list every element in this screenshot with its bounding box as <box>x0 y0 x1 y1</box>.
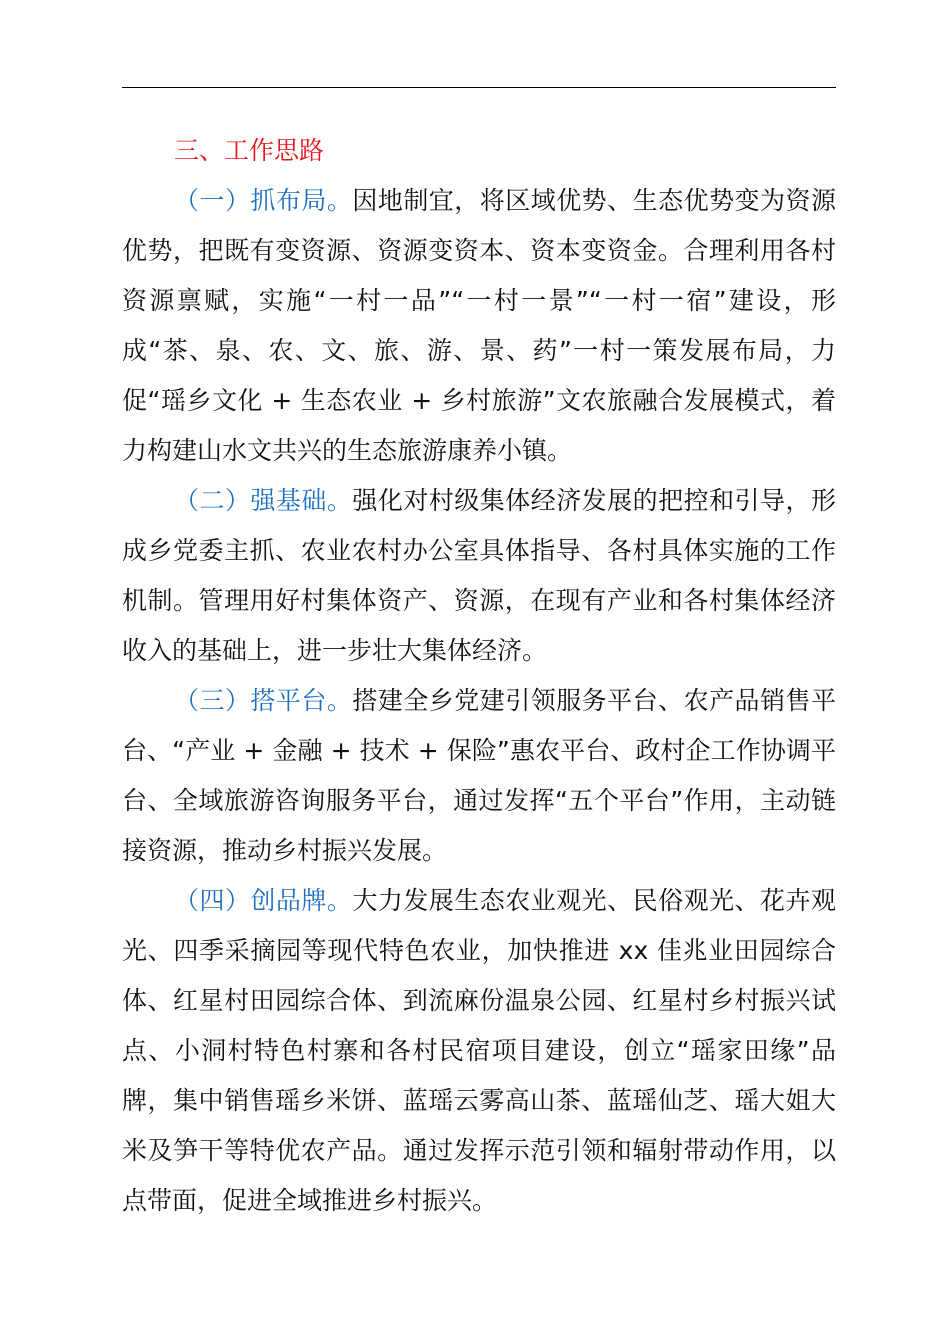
section-heading: 三、工作思路 <box>174 136 325 165</box>
paragraph-layout <box>122 176 836 476</box>
paragraph-platform <box>122 676 836 876</box>
paragraph-label: （一）抓布局。 <box>174 186 353 215</box>
paragraph-text: 搭建全乡党建引领服务平台、农产品销售平台、“产业 + 金融 + 技术 + 保险”惠农平台、政村企工作协调平台、全域旅游咨询服务平台，通过发挥“五个平台”作用，主动链接资源，推动乡村振兴发展。 <box>122 686 836 865</box>
paragraph-text: 强化对村级集体经济发展的把控和引导，形成乡党委主抓、农业农村办公室具体指导、各村具体实施的工作机制。管理用好村集体资产、资源，在现有产业和各村集体经济收入的基础上，进一步壮大集体经济。 <box>122 486 836 665</box>
document-body <box>122 126 836 1226</box>
paragraph-label: （二）强基础。 <box>174 486 353 515</box>
paragraph-label: （三）搭平台。 <box>174 686 353 715</box>
paragraph-text: 因地制宜，将区域优势、生态优势变为资源优势，把既有变资源、资源变资本、资本变资金。合理利用各村资源禀赋，实施“一村一品”“一村一景”“一村一宿”建设，形成“茶、泉、农、文、旅、游、景、药”一村一策发展布局，力促“瑶乡文化 + 生态农业 + 乡村旅游”文农旅融合发展模式，着力构建山水文共兴的生态旅游康养小镇。 <box>122 186 836 465</box>
paragraph-brand <box>122 876 836 1226</box>
paragraph-text: 大力发展生态农业观光、民俗观光、花卉观光、四季采摘园等现代特色农业，加快推进 xx 佳兆业田园综合体、红星村田园综合体、到流麻份温泉公园、红星村乡村振兴试点、小洞村特色村寨和各村民宿项目建设，创立“瑶家田缘”品牌，集中销售瑶乡米饼、蓝瑶云雾高山茶、蓝瑶仙芝、瑶大姐大米及笋干等特优农产品。通过发挥示范引领和辐射带动作用，以点带面，促进全域推进乡村振兴。 <box>122 886 836 1215</box>
paragraph-foundation <box>122 476 836 676</box>
paragraph-label: （四）创品牌。 <box>174 886 353 915</box>
top-rule <box>122 87 836 88</box>
